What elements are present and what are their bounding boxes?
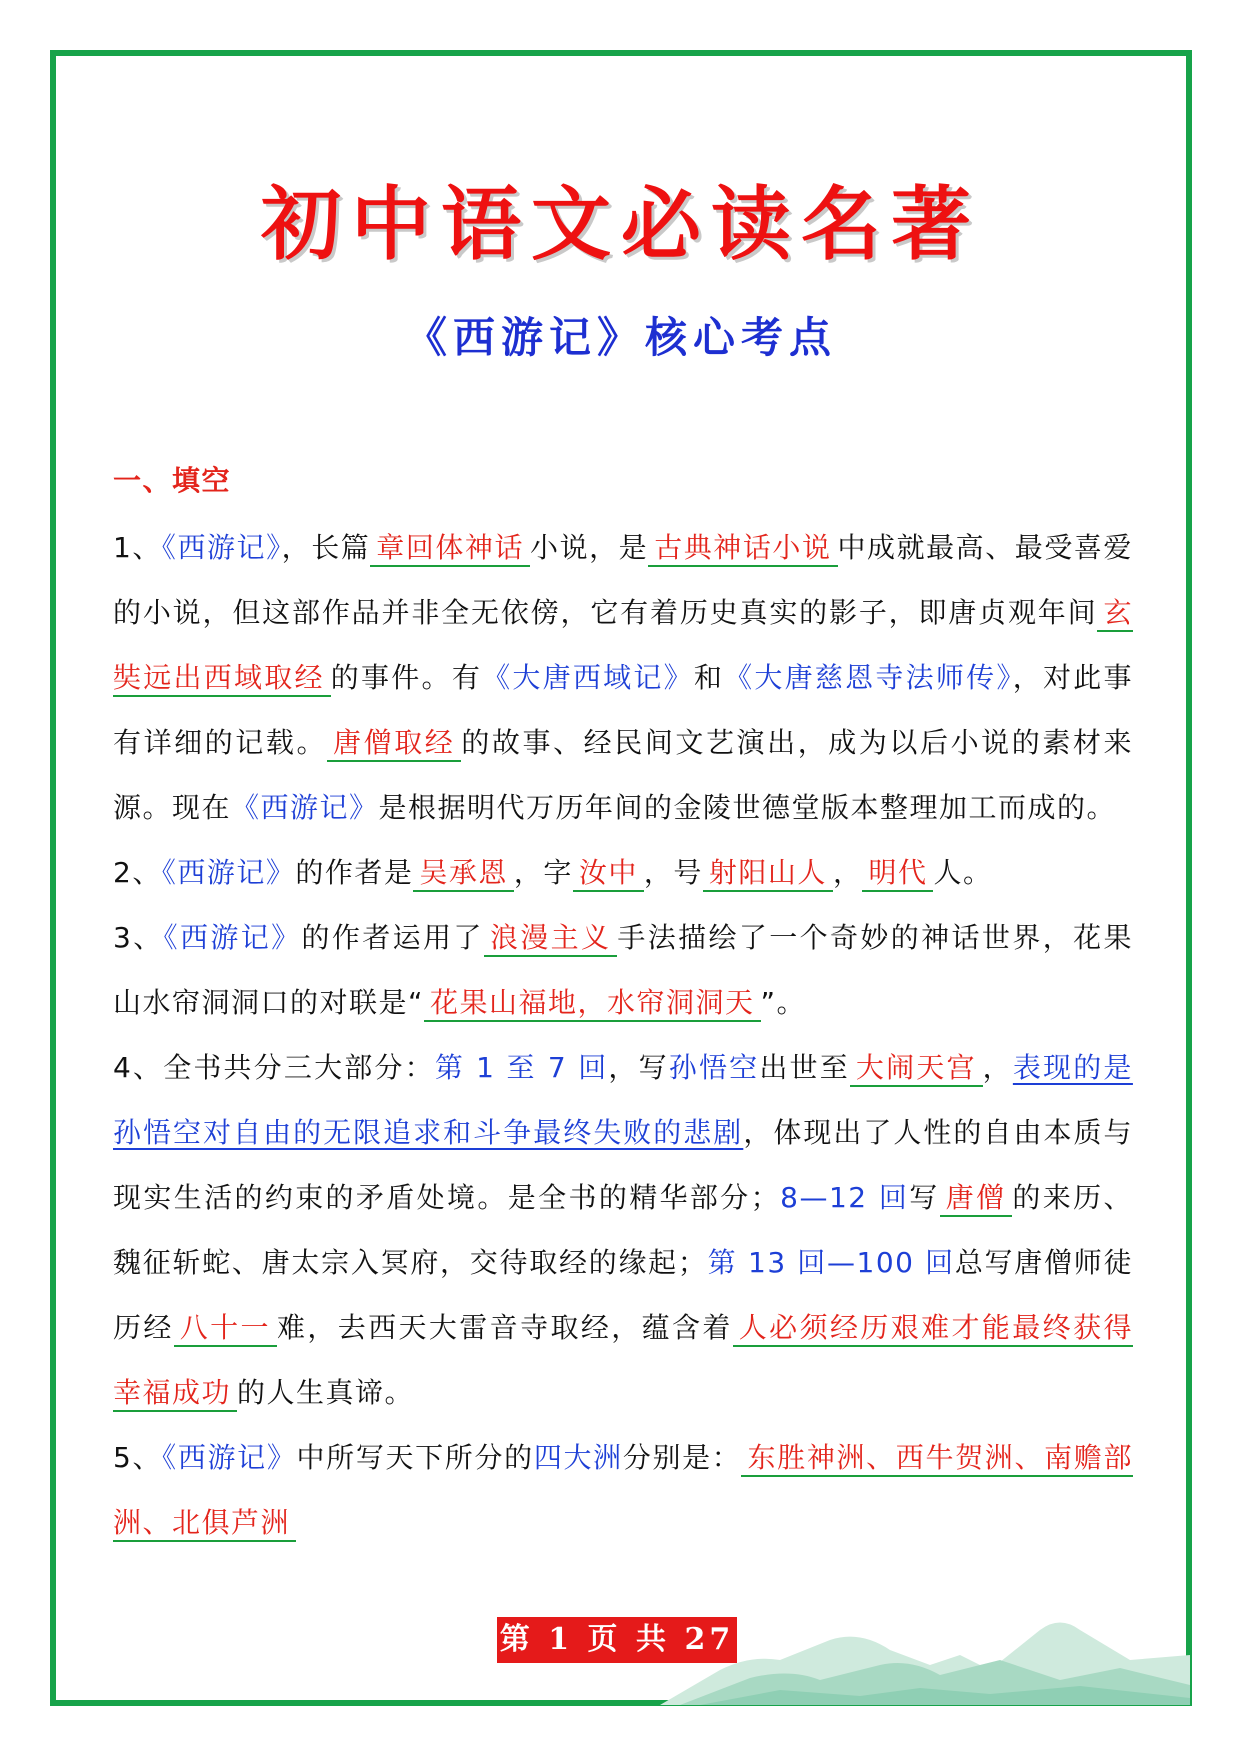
answer-blank: 汝中 [573,856,644,892]
text: ”。 [760,986,807,1019]
text: 出世至 [759,1051,850,1084]
book-title: 《西游记》 [161,856,296,889]
answer-blank: 玄奘远出西域取经 [113,596,1133,697]
text: ，体现出了人性的自由本质与现实生活的约束的矛盾处境。是全书的精华部分； [113,1116,1133,1214]
question-4 [113,1035,1133,1425]
text: ，写 [608,1051,669,1084]
section-heading: 一、填空 [113,464,232,497]
answer-blank: 吴承恩 [413,856,514,892]
answer-blank: 章回体神话 [370,531,530,567]
answer-blank: 大闹天宫 [850,1051,983,1087]
text: 的故事、经民间文艺演出，成为以后小说的素材来源。现在 [113,726,1133,824]
text: 全书共分三大部分： [163,1051,435,1084]
text: 难，去西天大雷音寺取经，蕴含着 [276,1311,733,1344]
text: 中所写天下所分的 [296,1441,534,1474]
text: ，号 [643,856,703,889]
question-number: 5、 [113,1441,163,1474]
text: ， [832,856,863,889]
book-title: 《大唐慈恩寺法师传》 [724,661,1013,694]
question-number: 4、 [113,1051,164,1084]
book-title: 《西游记》 [161,531,282,564]
text: 的人生真谛。 [237,1376,415,1409]
content [113,448,1133,1555]
answer-blank: 东胜神洲、西牛贺洲、南赡部洲、北俱芦洲 [113,1441,1133,1542]
book-title: 《西游记》 [163,921,302,954]
question-number: 3、 [113,921,164,954]
text: 总写唐僧师徒历经 [113,1246,1133,1344]
answer-blank: 射阳山人 [703,856,833,892]
question-number: 2、 [113,856,162,889]
answer-blank: 唐僧 [940,1181,1013,1217]
answer-blank: 八十一 [174,1311,277,1347]
text: 的作者是 [295,856,414,889]
book-title: 《大唐西域记》 [482,661,694,694]
question-number: 1、 [113,531,162,564]
text: ，长篇 [281,531,371,564]
text: ，字 [513,856,573,889]
text: 手法描绘了一个奇妙的神话世界，花果山水帘洞洞口的对联是“ [113,921,1133,1019]
question-1 [113,515,1133,840]
text: 的事件。有 [330,661,483,694]
text: 中成就最高、最受喜爱的小说，但这部作品并非全无依傍，它有着历史真实的影子，即唐贞观年间 [113,531,1133,629]
key-term: 四大洲 [533,1441,623,1474]
book-title: 《西游记》 [231,791,379,824]
text: ， [982,1051,1013,1084]
page-title: 初中语文必读名著 [261,177,981,271]
text: 是根据明代万历年间的金陵世德堂版本整理加工而成的。 [378,791,1117,824]
page-subtitle: 《西游记》核心考点 [404,313,837,362]
chapter-range: 第 13 回—100 回 [707,1246,955,1279]
question-5 [113,1425,1133,1555]
answer-blank: 古典神话小说 [648,531,837,567]
key-sentence: 表现的是孙悟空对自由的无限追求和斗争最终失败的悲剧 [113,1051,1133,1149]
question-3 [113,905,1133,1035]
text: ，对此事有详细的记载。 [113,661,1133,759]
answer-blank: 唐僧取经 [327,726,461,762]
text: 的作者运用了 [301,921,484,954]
text: 人。 [933,856,993,889]
text: 写 [909,1181,940,1214]
text: 的来历、魏征斩蛇、唐太宗入冥府，交待取经的缘起； [113,1181,1133,1279]
answer-blank: 花果山福地，水帘洞洞天 [424,986,761,1022]
chapter-range: 8—12 回 [780,1181,910,1214]
character-name: 孙悟空 [668,1051,760,1084]
text: 分别是： [622,1441,742,1474]
answer-blank: 明代 [862,856,933,892]
answer-blank: 浪漫主义 [484,921,618,957]
chapter-range: 第 1 至 7 回 [434,1051,609,1084]
page-number: 第 1 页 共 27 页 [497,1617,737,1663]
mountain-decoration [660,1560,1190,1705]
answer-blank: 人必须经历艰难才能最终获得幸福成功 [113,1311,1133,1412]
book-title: 《西游记》 [162,1441,297,1474]
text: 小说，是 [530,531,649,564]
text: 和 [693,661,725,694]
question-2 [113,840,1133,905]
